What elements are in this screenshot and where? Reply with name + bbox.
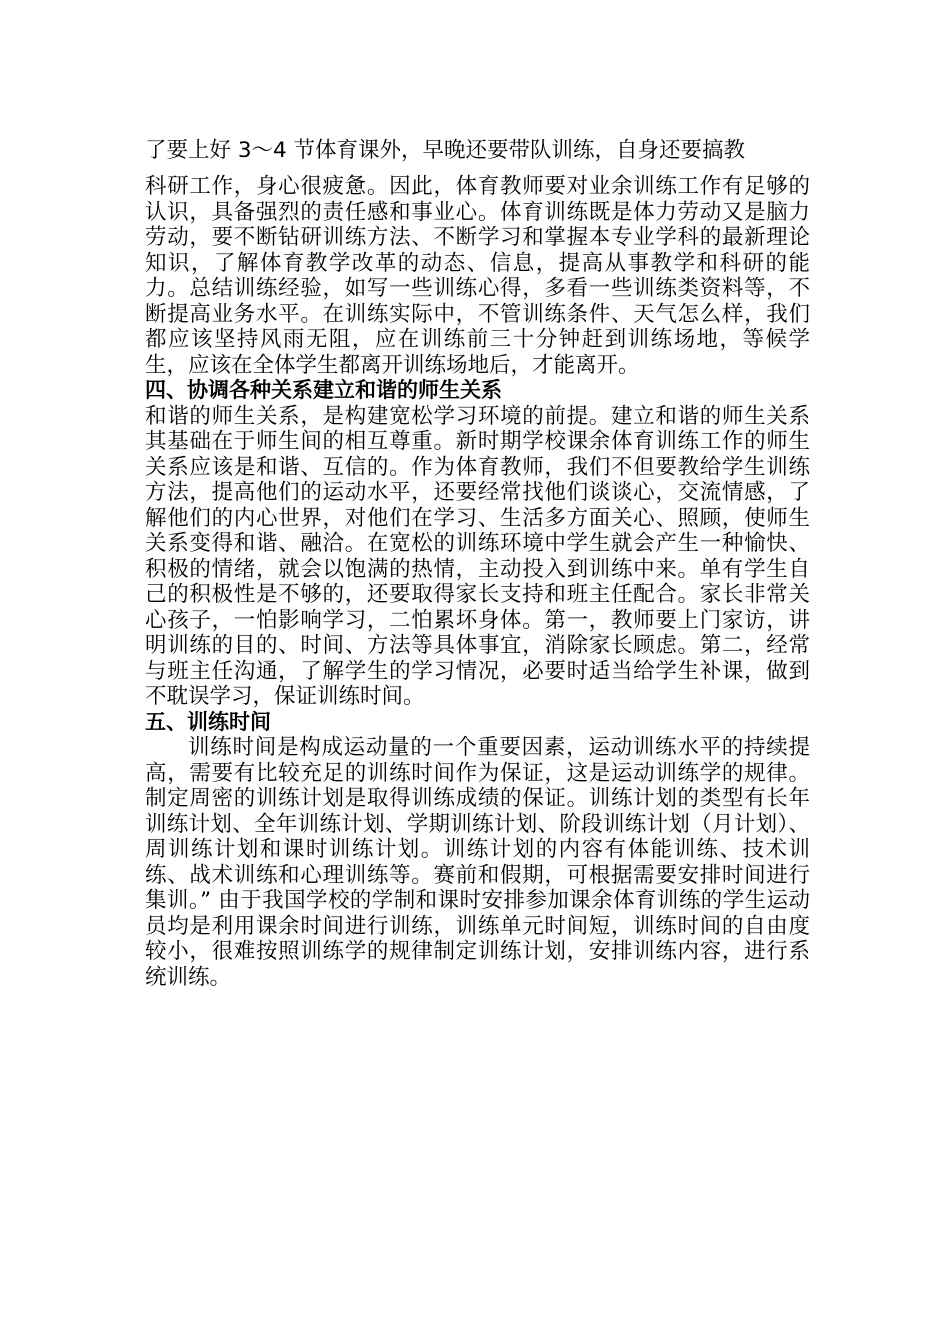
document-page xyxy=(145,128,810,990)
paragraph-teacher-commitment: 科研工作，身心很疲惫。因此，体育教师要对业余训练工作有足够的认识，具备强烈的责任感和事业心。体育训练既是体力劳动又是脑力劳动，要不断钻研训练方法、不断学习和掌握本专业学科的最新理论知识，了解体育教学改革的动态、信息，提高从事教学和科研的能力。总结训练经验，如写一些训练心得，多看一些训练类资料等，不断提高业务水平。在训练实际中，不管训练条件、天气怎么样，我们都应该坚持风雨无阻，应在训练前三十分钟赶到训练场地，等候学生，应该在全体学生都离开训练场地后，才能离开。 xyxy=(145,174,810,378)
section-heading-5: 五、训练时间 xyxy=(145,709,271,734)
section-heading-4: 四、协调各种关系建立和谐的师生关系 xyxy=(145,378,502,402)
continued-line: 了要上好 3～4 节体育课外，早晚还要带队训练，自身还要搞教 xyxy=(145,138,746,163)
paragraph-training-time: 训练时间是构成运动量的一个重要因素，运动训练水平的持续提高，需要有比较充足的训练时间作为保证，这是运动训练学的规律。制定周密的训练计划是取得训练成绩的保证。训练计划的类型有长年训练计划、全年训练计划、学期训练计划、阶段训练计划（月计划）、周训练计划和课时训练计划。训练计划的内容有体能训练、技术训练、战术训练和心理训练等。赛前和假期，可根据需要安排时间进行集训。” 由于我国学校的学制和课时安排参加课余体育训练的学生运动员均是利用课余时间进行训练，训练单元时间短，训练时间的自由度较小，很难按照训练学的规律制定训练计划，安排训练内容，进行系统训练。 xyxy=(145,735,810,990)
paragraph-teacher-student-relations: 和谐的师生关系，是构建宽松学习环境的前提。建立和谐的师生关系其基础在于师生间的相互尊重。新时期学校课余体育训练工作的师生关系应该是和谐、互信的。作为体育教师，我们不但要教给学生训练方法，提高他们的运动水平，还要经常找他们谈谈心，交流情感，了解他们的内心世界，对他们在学习、生活多方面关心、照顾，使师生关系变得和谐、融洽。在宽松的训练环境中学生就会产生一种愉快、积极的情绪，就会以饱满的热情，主动投入到训练中来。单有学生自己的积极性是不够的，还要取得家长支持和班主任配合。家长非常关心孩子，一怕影响学习，二怕累坏身体。第一，教师要上门家访，讲明训练的目的、时间、方法等具体事宜，消除家长顾虑。第二，经常与班主任沟通，了解学生的学习情况，必要时适当给学生补课，做到不耽误学习，保证训练时间。 xyxy=(145,403,810,709)
